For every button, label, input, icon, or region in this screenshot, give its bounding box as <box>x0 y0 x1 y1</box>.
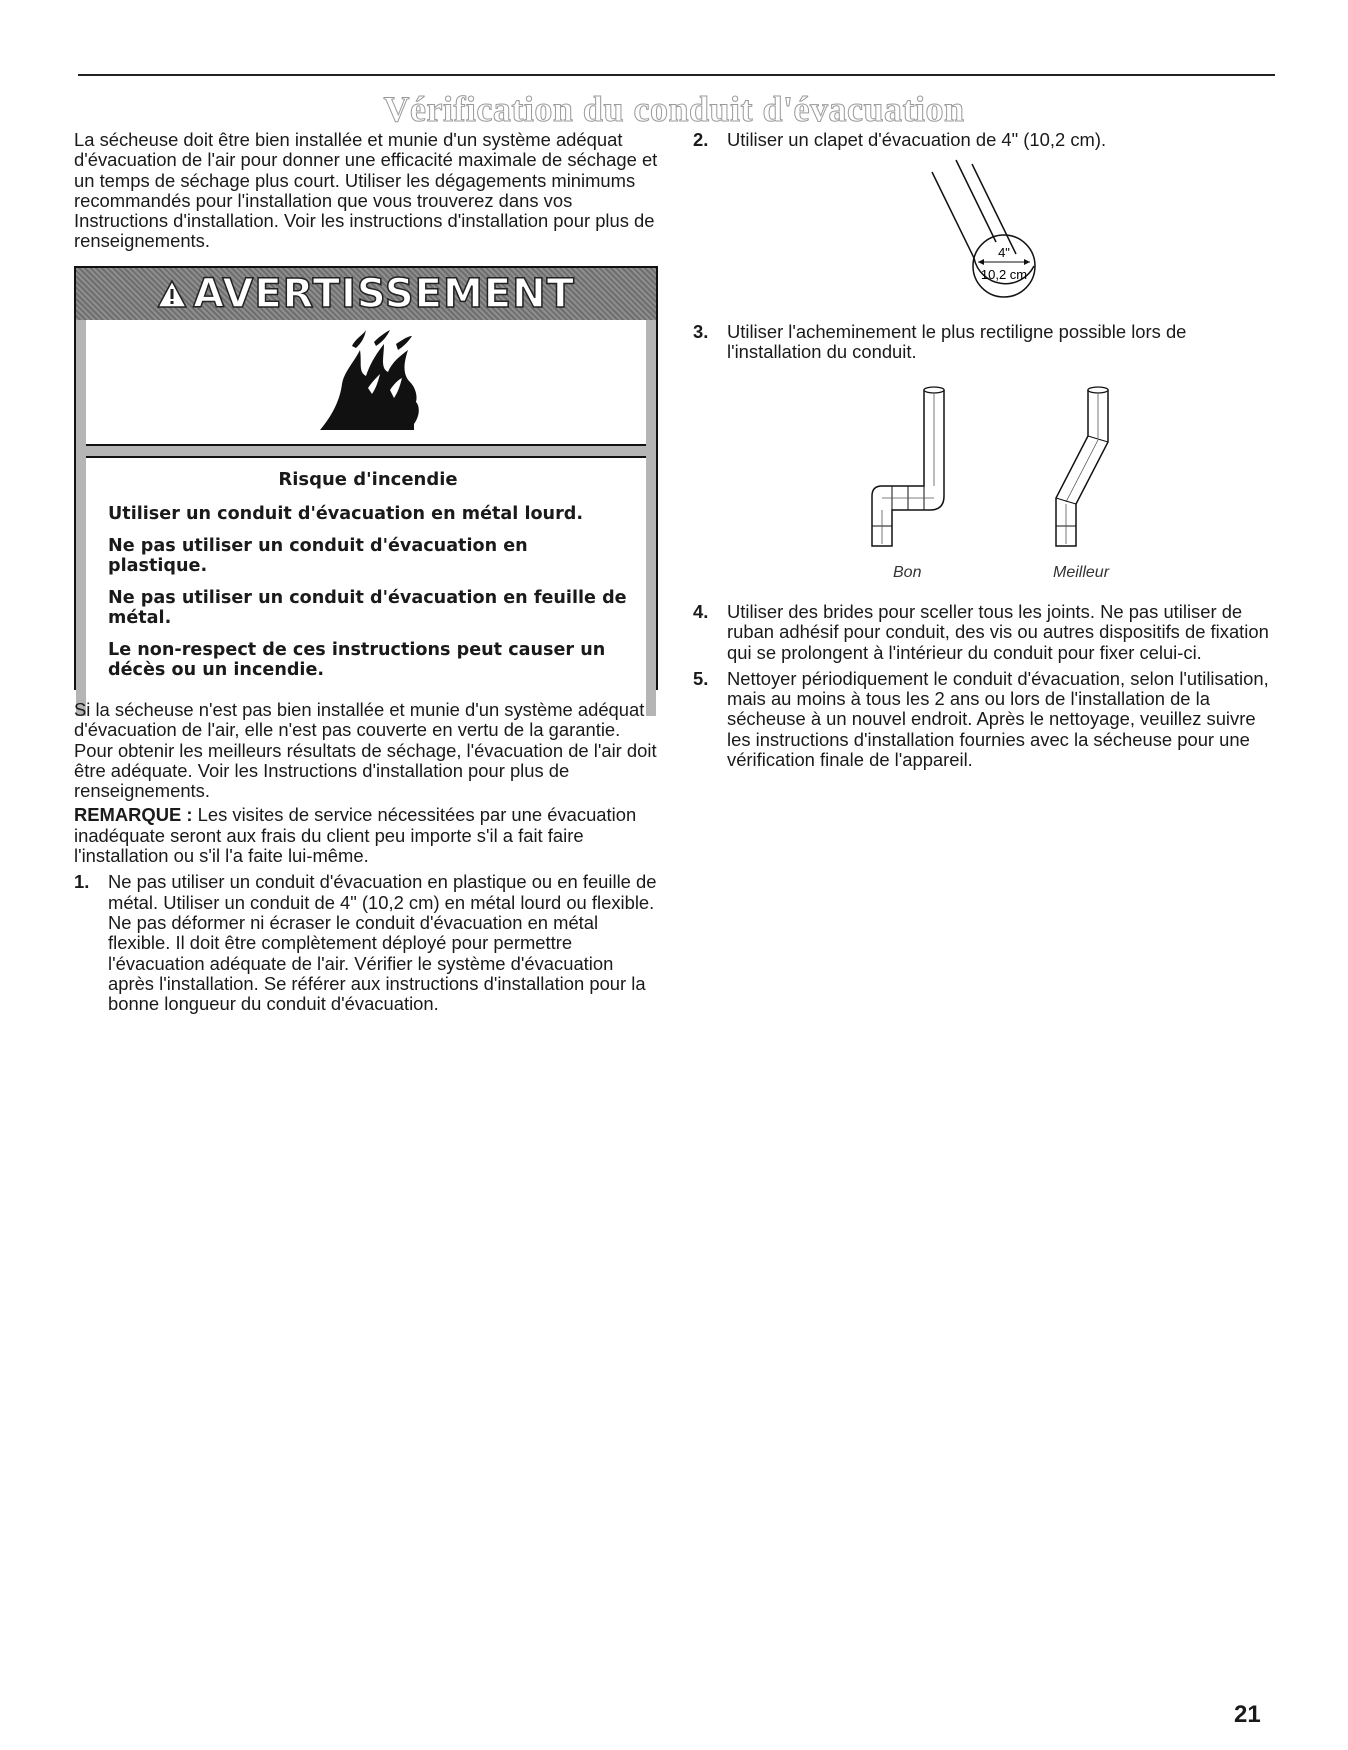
left-column-lower <box>74 700 664 1014</box>
fire-icon <box>314 328 424 432</box>
list-item-number: 4. <box>693 601 709 622</box>
list-item <box>693 669 1283 770</box>
warning-divider <box>86 446 646 456</box>
duct-better-diagram <box>1046 386 1146 554</box>
list-item <box>693 602 1283 663</box>
list-item-text: Ne pas utiliser un conduit d'évacuation en plastique ou en feuille de métal. Utiliser un conduit de 4" (10,2 cm) en métal lourd ou flexible. Ne pas déformer ni écraser le conduit d'évacuation en métal flexible. Il doit être complètement déployé pour permettre l'évacuation adéquate de l'air. Vérifier le système d'évacuation après l'installation. Se référer aux instructions d'installation pour la bonne longueur du conduit d'évacuation. <box>108 871 657 1015</box>
duct-good-caption: Bon <box>893 564 922 581</box>
hood-cm-label: 10,2 cm <box>980 267 1028 282</box>
left-column <box>74 130 664 252</box>
warning-line: Utiliser un conduit d'évacuation en métal lourd. <box>108 504 584 524</box>
intro-paragraph: La sécheuse doit être bien installée et munie d'un système adéquat d'évacuation de l'air pour donner une efficacité maximale de séchage et un temps de séchage plus court. Utiliser les dégagements minimums recommandés pour l'installation que vous trouverez dans vos Instructions d'installation. Voir les instructions d'installation pour plus de renseignements. <box>74 129 658 252</box>
hood-inch-label: 4" <box>998 245 1010 260</box>
list-item <box>693 322 1283 363</box>
note-label: REMARQUE : <box>74 804 193 826</box>
warning-heading: Risque d'incendie <box>278 469 458 490</box>
list-item <box>693 130 1283 150</box>
list-item-number: 2. <box>693 129 709 150</box>
list-item-number: 5. <box>693 667 709 689</box>
duct-better-caption: Meilleur <box>1053 564 1110 581</box>
page-title: Vérification du conduit d'évacuation <box>383 89 965 129</box>
note-paragraph <box>74 805 664 866</box>
warning-line: Le non-respect de ces instructions peut causer un décès ou un incendie. <box>108 640 606 680</box>
warning-triangle-icon <box>157 279 187 309</box>
warning-text-panel <box>86 456 646 716</box>
list-item-number: 3. <box>693 321 709 342</box>
page-number: 21 <box>1234 1701 1261 1728</box>
right-column-lower <box>693 602 1283 770</box>
list-item-text: Utiliser des brides pour sceller tous les joints. Ne pas utiliser de ruban adhésif pour conduit, des vis ou autres dispositifs de fixation qui se prolongent à l'intérieur du conduit pour fixer celui-ci. <box>727 601 1269 663</box>
list-item-number: 1. <box>74 871 90 893</box>
duct-good-diagram <box>864 386 964 554</box>
warning-header-label: AVERTISSEMENT <box>193 271 575 317</box>
warning-picture-panel <box>86 320 646 446</box>
warning-line: Ne pas utiliser un conduit d'évacuation en plastique. <box>108 536 528 576</box>
note-text: Les visites de service nécessitées par une évacuation inadéquate seront aux frais du client peu importe s'il a fait faire l'installation ou s'il l'a faite lui-même. <box>74 804 637 867</box>
warranty-paragraph: Si la sécheuse n'est pas bien installée et munie d'un système adéquat d'évacuation de l'air, elle n'est pas couverte en vertu de la garantie. Pour obtenir les meilleurs résultats de séchage, l'évacuation de l'air doit être adéquate. Voir les Instructions d'installation pour plus de renseignements. <box>74 699 657 802</box>
exhaust-hood-diagram <box>930 158 1050 304</box>
right-column <box>693 130 1283 150</box>
right-column-item3 <box>693 322 1283 363</box>
list-item <box>74 872 664 1014</box>
warning-body <box>76 320 656 716</box>
warning-header <box>76 268 656 320</box>
top-rule <box>78 74 1275 76</box>
warning-line: Ne pas utiliser un conduit d'évacuation en feuille de métal. <box>108 588 627 628</box>
list-item-text: Utiliser un clapet d'évacuation de 4" (10,2 cm). <box>727 129 1107 150</box>
list-item-text: Nettoyer périodiquement le conduit d'évacuation, selon l'utilisation, mais au moins à tous les 2 ans ou lors de l'installation de la sécheuse à un nouvel endroit. Après le nettoyage, veuillez suivre les instructions d'installation fournies avec la sécheuse pour une vérification finale de l'appareil. <box>727 667 1269 771</box>
list-item-text: Utiliser l'acheminement le plus rectiligne possible lors de l'installation du conduit. <box>727 321 1187 363</box>
warning-box <box>74 266 658 690</box>
